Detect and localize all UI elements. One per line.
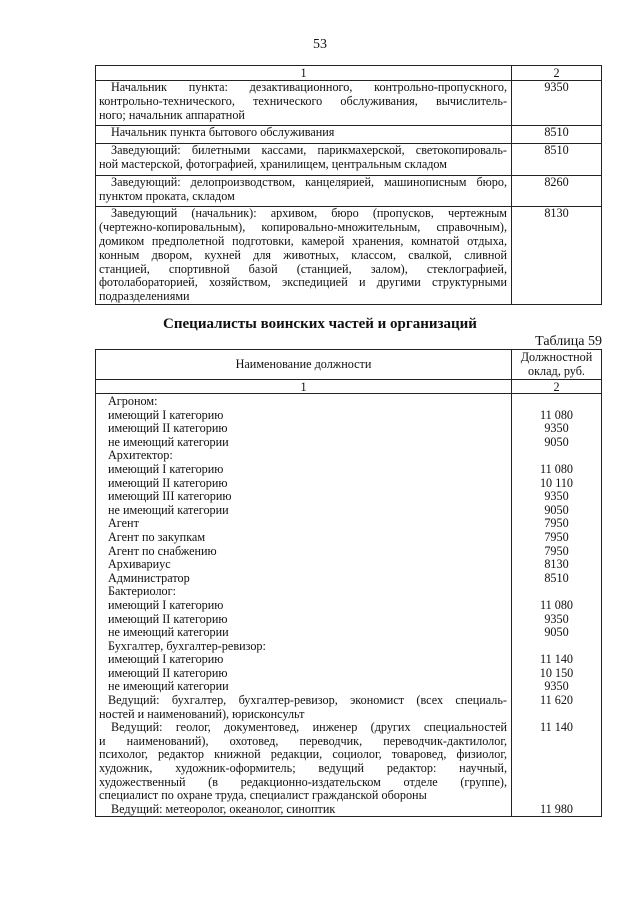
list-item: Администратор (108, 570, 190, 585)
salary-table-59 (95, 349, 602, 817)
column-number-1: 1 (96, 66, 512, 81)
paragraph-item: Ведущий: бухгалтер, бухгалтер-ревизор, экономист (всех специаль- ностей и наименований), юрисконсульт (99, 693, 507, 721)
list-item: имеющий I категорию (108, 407, 224, 422)
table-row (96, 126, 602, 144)
column-number-2: 2 (512, 380, 602, 394)
position-name: Заведующий (начальник): архивом, бюро (пропусков, чертежным (чертежно-копировальным), копировально-множительным, справочным), домиком предполетной подготовки, камерой хранения, комнатой отдыха, конным двором, кухней для животных, классом, свалкой, сливной станцией, спортивной базой (станцией, залом), стеклографией, фотолабораторией, хозяйством, экспедицией и другими структурными подразделениями (96, 207, 512, 305)
list-item: Бухгалтер, бухгалтер-ревизор: (108, 638, 266, 653)
column-header-salary: Должностной оклад, руб. (512, 350, 602, 380)
salary-value: 11 620 (539, 693, 574, 708)
salary-value: 9350 (544, 679, 569, 694)
salary-value: 9350 (544, 421, 569, 436)
list-item: Архитектор: (108, 448, 173, 463)
salary-column (512, 394, 602, 817)
salary-value: 9050 (544, 625, 569, 640)
salary-value: 7950 (544, 543, 569, 558)
salary-value: 10 150 (539, 665, 574, 680)
list-item: имеющий II категорию (108, 611, 228, 626)
column-header-position: Наименование должности (96, 350, 512, 380)
list-item: Агроном: (108, 394, 158, 408)
salary-value: 9350 (512, 81, 602, 126)
salary-value: 11 080 (539, 461, 574, 476)
salary-value: 8510 (544, 570, 569, 585)
salary-value: 8260 (512, 175, 602, 207)
list-item: имеющий II категорию (108, 665, 228, 680)
position-name: Заведующий: делопроизводством, канцелярией, машинописным бюро, пунктом проката, складом (96, 175, 512, 207)
list-item: имеющий I категорию (108, 461, 224, 476)
column-number-2: 2 (512, 66, 602, 81)
list-item: не имеющий категории (108, 502, 229, 517)
salary-value: 11 980 (539, 801, 574, 816)
list-item: имеющий I категорию (108, 652, 224, 667)
salary-value: 9050 (544, 434, 569, 449)
salary-value (512, 449, 601, 463)
position-name: Начальник пункта: дезактивационного, контрольно-пропускного, контрольно-технического, технического обслуживания, вычислитель- ного; начальник аппаратной (96, 81, 512, 126)
salary-table-continued (95, 65, 602, 305)
list-item: имеющий III категорию (108, 489, 232, 504)
list-item: Агент (108, 516, 139, 531)
salary-value: 11 080 (539, 407, 574, 422)
salary-value: 11 140 (539, 720, 574, 735)
salary-value: 8510 (512, 126, 602, 144)
table-row (96, 144, 602, 176)
list-item: имеющий II категорию (108, 421, 228, 436)
list-item: не имеющий категории (108, 434, 229, 449)
salary-value (512, 395, 601, 409)
position-name: Заведующий: билетными кассами, парикмахерской, светокопироваль- ной мастерской, фотографией, хранилищем, центральным складом (96, 144, 512, 176)
salary-value: 9350 (544, 611, 569, 626)
position-name: Начальник пункта бытового обслуживания (96, 126, 512, 144)
table-row (96, 175, 602, 207)
salary-value: 11 080 (539, 597, 574, 612)
salary-value: 10 110 (539, 475, 574, 490)
salary-value (512, 640, 601, 654)
salary-value: 7950 (544, 516, 569, 531)
column-header-row (96, 350, 602, 380)
position-list (96, 395, 511, 694)
list-item: не имеющий категории (108, 625, 229, 640)
list-item: не имеющий категории (108, 679, 229, 694)
list-item: Архивариус (108, 557, 171, 572)
salary-value (512, 585, 601, 599)
page-number: 53 (313, 37, 327, 52)
table-label: Таблица 59 (535, 334, 602, 349)
salary-list (512, 395, 601, 816)
position-column (96, 394, 512, 817)
column-number-1: 1 (96, 380, 512, 394)
salary-value: 8130 (544, 557, 569, 572)
list-item: имеющий I категорию (108, 597, 224, 612)
salary-value: 8510 (512, 144, 602, 176)
list-item: имеющий II категорию (108, 475, 228, 490)
section-title: Специалисты воинских частей и организаций (163, 316, 477, 332)
table-body (96, 394, 602, 817)
list-item: Агент по закупкам (108, 529, 206, 544)
table-row (96, 207, 602, 305)
list-item: Агент по снабжению (108, 543, 217, 558)
list-item: Бактериолог: (108, 584, 177, 599)
salary-value: 7950 (544, 529, 569, 544)
salary-value: 9050 (544, 502, 569, 517)
column-number-row (96, 66, 602, 81)
salary-value: 9350 (544, 489, 569, 504)
table-row (96, 81, 602, 126)
salary-value: 11 140 (539, 652, 574, 667)
paragraph-item: Ведущий: метеоролог, океанолог, синоптик (111, 801, 336, 816)
paragraph-item: Ведущий: геолог, документовед, инженер (других специальностей и наименований), охотовед, переводчик, переводчик-дактилолог, психолог, редактор книжной редакции, социолог, товаровед, физиолог, художник, художник-оформитель; ведущий редактор: научный, художественный (в редакционно-издательском отделе (группе), специалист по охране труда, специалист гражданской обороны (99, 720, 507, 803)
column-number-row (96, 380, 602, 394)
salary-value: 8130 (512, 207, 602, 305)
